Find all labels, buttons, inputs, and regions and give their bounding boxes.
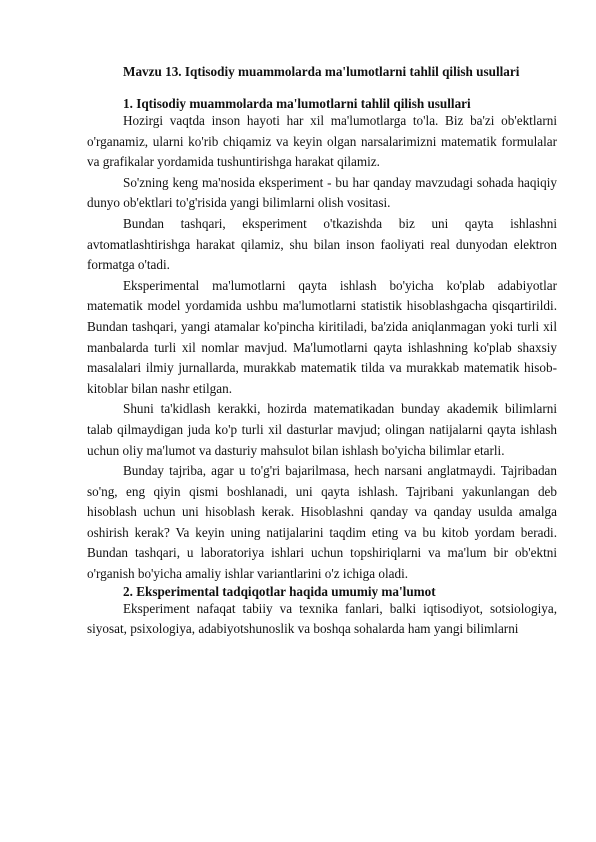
section-1-paragraph-6: Bunday tajriba, agar u to'g'ri bajarilmasa, hech narsani anglatmaydi. Tajribadan so'ng, eng qiyin qismi boshlanadi, uni qayta ishlash. Tajribani yakunlangan deb hisoblash uchun uni hisoblash kerak. Hisoblashni qanday va qanday usulda amalga oshirish kerak? Va keyin uning natijalarini taqdim eting va bu kitob yordam beradi. Bundan tashqari, u laboratoriya ishlari uchun topshiriqlarni va ma'lum bir ob'ektni o'rganish bo'yicha amaliy ishlar variantlarini o'z ichiga oladi.: [87, 463, 557, 582]
section-1-paragraph-1: Hozirgi vaqtda inson hayoti har xil ma'lumotlarga to'la. Biz ba'zi ob'ektlarni o'rganamiz, ularni ko'rib chiqamiz va keyin olgan narsalarimizni matematik formulalar va grafikalar yordamida tushuntirishga harakat qilamiz.: [87, 113, 557, 170]
section-2-paragraph-1: Eksperiment nafaqat tabiiy va texnika fanlari, balki iqtisodiyot, sotsiologiya, siyosat, psixologiya, adabiyotshunoslik va boshqa sohalarda ham yangi bilimlarni: [87, 600, 557, 637]
section-1-paragraph-3: Bundan tashqari, eksperiment o'tkazishda biz uni qayta ishlashni avtomatlashtirishga harakat qilamiz, shu bilan inson faoliyati real dunyodan elektron formatga o'tadi.: [87, 215, 557, 273]
section-1-paragraph-4: Eksperimental ma'lumotlarni qayta ishlash bo'yicha ko'plab adabiyotlar matematik model yordamida ushbu ma'lumotlarni statistik hisoblashgacha qisqartirildi. Bundan tashqari, yangi atamalar ko'pincha kiritiladi, ba'zida aniqlanmagan yoki turli xil manbalarda turli xil nomlar mavjud. Ma'lumotlarni qayta ishlashning ko'plab shaxsiy masalalari ilmiy jurnallarda, murakkab matematik tilda va murakkab matematik hisob-kitoblar bilan nashr etilgan.: [87, 277, 557, 396]
document-page: [87, 40, 557, 640]
section-1-paragraph-5: Shuni ta'kidlash kerakki, hozirda matematikadan bunday akademik bilimlarni talab qilmaydigan juda ko'p turli xil dasturlar mavjud; olingan natijalarni qayta ishlash uchun oliy ma'lumot va dasturiy mahsulot bilan ishlash bo'yicha bilimlar etarli.: [87, 401, 557, 458]
document-title: Mavzu 13. Iqtisodiy muammolarda ma'lumotlarni tahlil qilish usullari: [123, 64, 520, 79]
section-2-heading: 2. Eksperimental tadqiqotlar haqida umumiy ma'lumot: [123, 583, 436, 599]
section-1-paragraph-2: So'zning keng ma'nosida eksperiment - bu har qanday mavzudagi sohada haqiqiy dunyo ob'ektlari to'g'risida yangi bilimlarni olish vositasi.: [87, 174, 557, 211]
section-1-heading: 1. Iqtisodiy muammolarda ma'lumotlarni tahlil qilish usullari: [123, 96, 471, 111]
